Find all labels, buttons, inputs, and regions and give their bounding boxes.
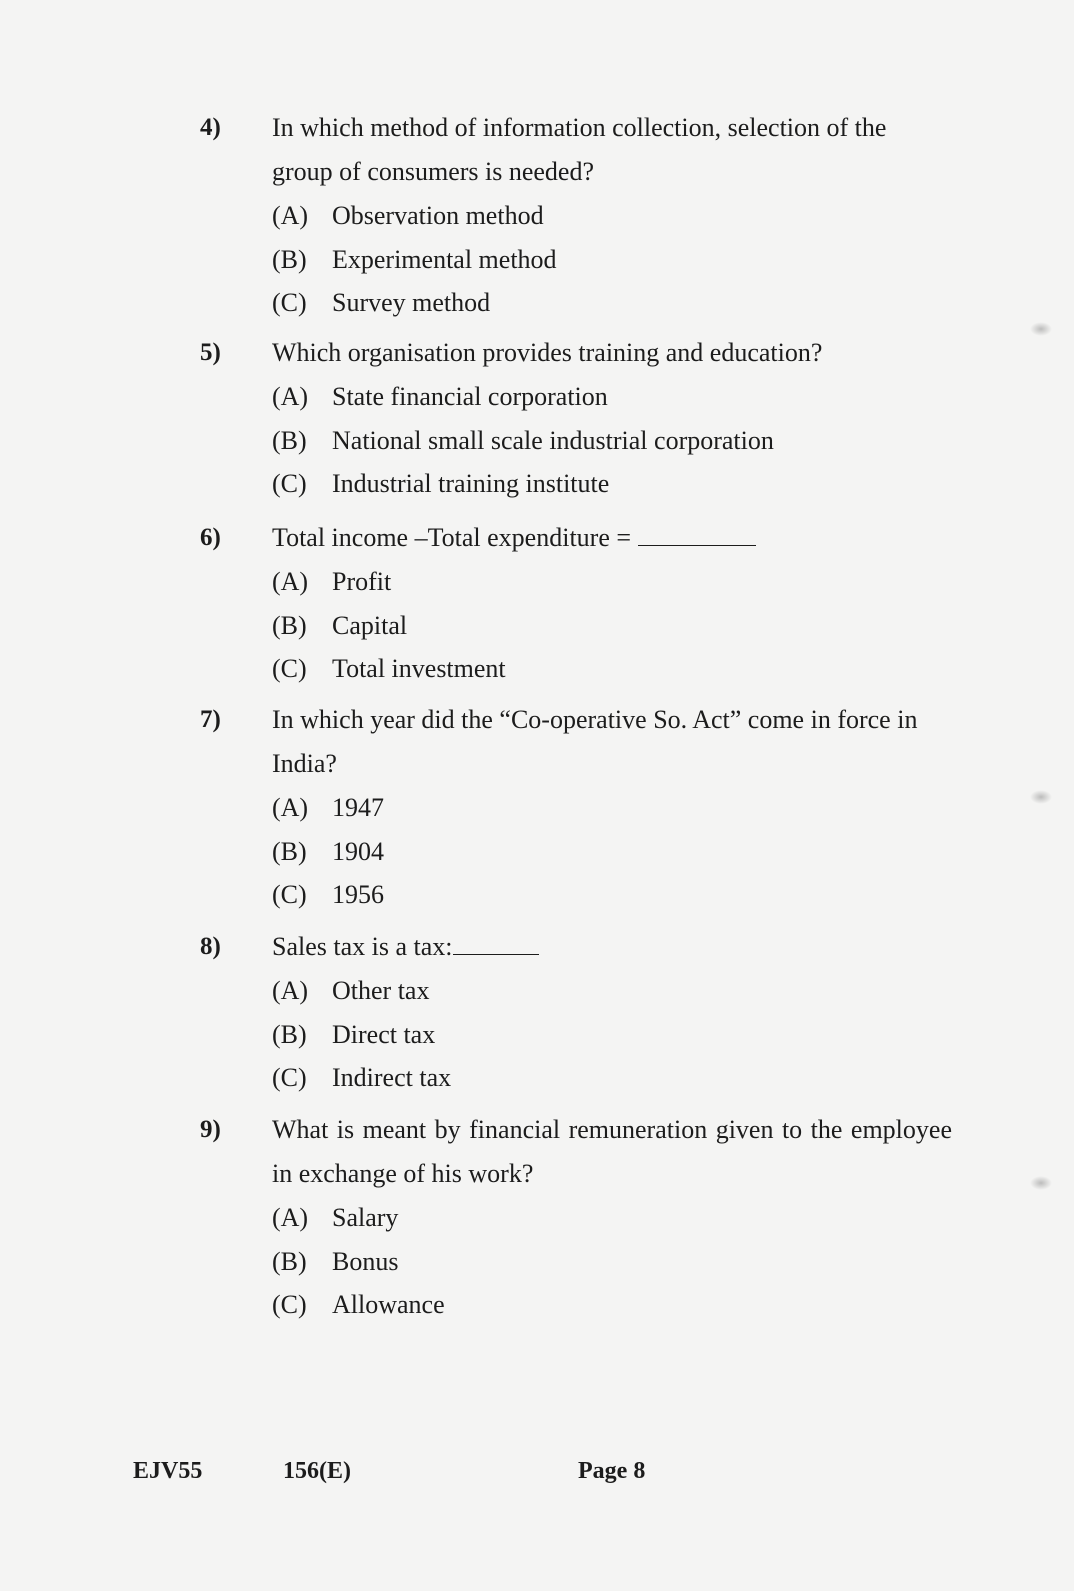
option-text: Observation method [332,201,544,230]
option-text: State financial corporation [332,382,608,411]
option-text: Salary [332,1203,399,1232]
option-b [272,419,960,463]
question-7 [200,698,960,917]
option-text: 1947 [332,793,384,822]
question-text: Which organisation provides training and education? [272,338,823,367]
option-text: Direct tax [332,1019,436,1049]
options-list [272,194,960,325]
question-text: In which year did the “Co-operative So. Act” come in force in India? [272,705,918,778]
option-letter: (C) [272,880,307,909]
question-8 [200,925,960,1100]
option-letter: (B) [272,1019,307,1049]
question-text-content: Total income –Total expenditure = [272,523,638,552]
question-9 [200,1108,960,1327]
option-letter: (C) [272,288,307,317]
options-list [272,786,960,917]
question-4 [200,106,960,325]
question-text [272,925,960,969]
option-letter: (C) [272,654,307,683]
option-text: 1956 [332,880,384,909]
option-a [272,786,960,830]
option-text: Bonus [332,1246,399,1276]
question-number: 8) [200,933,221,960]
option-c [272,1056,960,1100]
option-a [272,375,960,419]
option-a [272,560,960,604]
question-number: 7) [200,706,221,733]
option-text: Allowance [332,1290,445,1319]
options-list [272,375,960,506]
option-letter: (B) [272,610,307,640]
option-letter: (A) [272,1203,309,1232]
option-letter: (A) [272,382,309,411]
question-5 [200,331,960,506]
options-list [272,1196,960,1327]
option-c [272,873,960,917]
footer-page-number: Page 8 [578,1458,646,1484]
question-text: What is meant by financial remuneration given to the employee in exchange of his work? [272,1115,952,1188]
option-letter: (C) [272,469,307,498]
footer-code: EJV55 [133,1458,203,1484]
option-text: Indirect tax [332,1063,452,1092]
option-a [272,194,960,238]
option-c [272,1283,960,1327]
options-list [272,560,960,691]
question-text-content: Sales tax is a tax: [272,932,453,961]
option-text: Experimental method [332,244,557,274]
question-number: 5) [200,339,221,366]
scan-mark [1030,1176,1052,1190]
option-c [272,281,960,325]
option-a [272,1196,960,1240]
question-number: 6) [200,524,221,551]
option-letter: (B) [272,425,307,455]
option-text: Other tax [332,976,430,1005]
answer-blank [453,932,539,955]
option-text: Profit [332,567,392,596]
option-text: 1904 [332,836,384,866]
answer-blank [638,523,756,546]
option-letter: (C) [272,1063,307,1092]
option-letter: (A) [272,793,309,822]
option-b [272,1013,960,1057]
option-text: Survey method [332,288,491,317]
option-a [272,969,960,1013]
options-list [272,969,960,1100]
option-c [272,647,960,691]
question-text: In which method of information collection, selection of the group of consumers is needed? [272,113,887,186]
option-letter: (B) [272,1246,307,1276]
footer-paper-number: 156(E) [283,1458,351,1484]
option-letter: (C) [272,1290,307,1319]
question-6 [200,516,960,691]
option-c [272,462,960,506]
question-number: 4) [200,114,221,141]
option-text: Capital [332,610,408,640]
option-b [272,830,960,874]
option-letter: (A) [272,976,309,1005]
option-letter: (A) [272,201,309,230]
question-text [272,516,960,560]
option-text: National small scale industrial corporation [332,425,774,455]
scan-mark [1030,322,1052,336]
question-number: 9) [200,1116,221,1143]
option-b [272,1240,960,1284]
option-letter: (A) [272,567,309,596]
option-b [272,238,960,282]
option-letter: (B) [272,836,307,866]
option-text: Total investment [332,654,506,683]
option-text: Industrial training institute [332,469,610,498]
option-letter: (B) [272,244,307,274]
option-b [272,604,960,648]
scan-mark [1030,790,1052,804]
